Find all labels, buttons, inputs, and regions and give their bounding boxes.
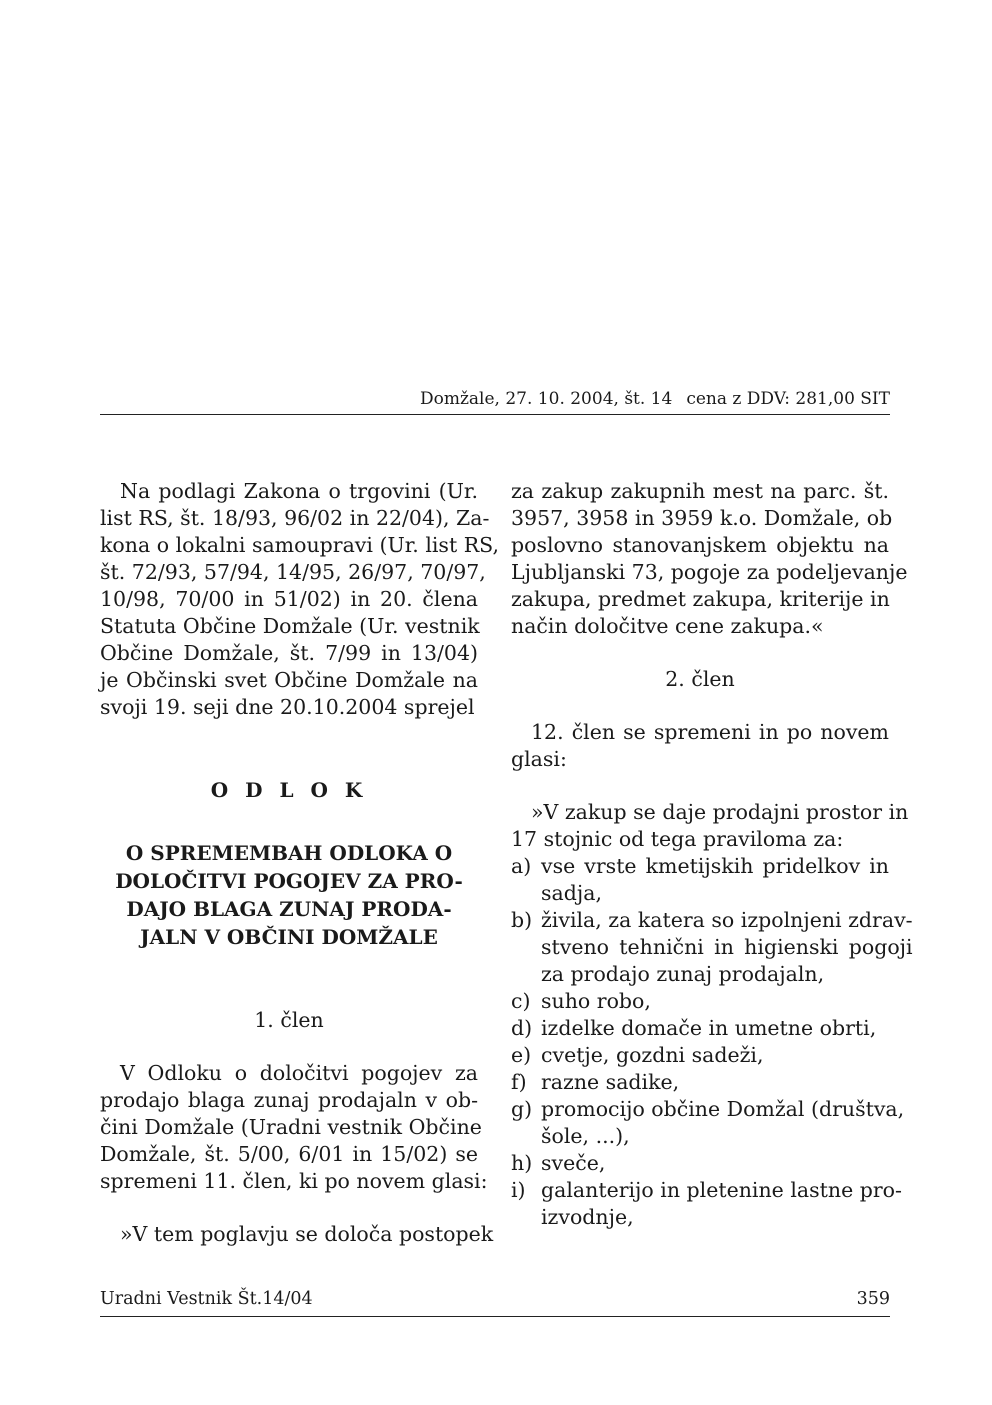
quote-line: 3957, 3958 in 3959 k.o. Domžale, ob xyxy=(511,506,893,530)
quote-line: zakupa, predmet zakupa, kriterije in xyxy=(511,587,890,611)
intro-line: Občine Domžale, št. 7/99 in 13/04) xyxy=(100,641,478,665)
intro-line: 10/98, 70/00 in 51/02) in 20. člena xyxy=(100,587,478,611)
list-item-line: živila, za katera so izpolnjeni zdrav- xyxy=(541,908,913,932)
article-2-line: 12. člen se spremeni in po novem xyxy=(531,720,889,744)
subtitle-line: JALN V OBČINI DOMŽALE xyxy=(140,925,438,949)
intro-line: je Občinski svet Občine Domžale na xyxy=(100,668,478,692)
list-item-line: za prodajo zunaj prodajaln, xyxy=(541,962,825,986)
article-1-line: spremeni 11. člen, ki po novem glasi: xyxy=(100,1169,488,1193)
list-item-line: promocijo občine Domžal (društva, xyxy=(541,1097,905,1121)
list-item-line: izdelke domače in umetne obrti, xyxy=(541,1016,877,1040)
intro-paragraph xyxy=(100,478,499,721)
footer-rule xyxy=(100,1316,890,1317)
intro-line: Statuta Občine Domžale (Ur. vestnik xyxy=(100,614,480,638)
list-item-line: vse vrste kmetijskih pridelkov in xyxy=(541,854,889,878)
list-marker: b) xyxy=(511,908,533,932)
list-item-line: stveno tehnični in higienski pogoji xyxy=(541,935,913,959)
intro-line: svoji 19. seji dne 20.10.2004 sprejel xyxy=(100,695,475,719)
quote-2-paragraph xyxy=(511,799,909,853)
quote-continuation xyxy=(511,478,908,640)
subtitle-line: DOLOČITVI POGOJEV ZA PRO- xyxy=(115,869,463,893)
list-item xyxy=(511,1042,889,1069)
article-1-line: Domžale, št. 5/00, 6/01 in 15/02) se xyxy=(100,1142,478,1166)
page-header xyxy=(100,389,890,409)
list-item xyxy=(511,1069,889,1096)
list-item-line: cvetje, gozdni sadeži, xyxy=(541,1043,764,1067)
article-2-paragraph xyxy=(511,719,889,773)
article-2-heading: 2. člen xyxy=(665,667,735,691)
list-item-line: sveče, xyxy=(541,1151,606,1175)
quote-start-line: »V tem poglavju se določa postopek xyxy=(120,1222,494,1246)
item-list xyxy=(511,853,913,1231)
intro-line: Na podlagi Zakona o trgovini (Ur. xyxy=(120,479,478,503)
quote-2-line: »V zakup se daje prodajni prostor in xyxy=(531,800,909,824)
header-place-date-issue: Domžale, 27. 10. 2004, št. 14 xyxy=(419,389,673,409)
list-marker: i) xyxy=(511,1178,526,1202)
list-item-line: šole, ...), xyxy=(541,1124,630,1148)
article-1-line: prodajo blaga zunaj prodajaln v ob- xyxy=(100,1088,478,1112)
list-item xyxy=(511,1177,902,1231)
intro-line: list RS, št. 18/93, 96/02 in 22/04), Za- xyxy=(100,506,490,530)
article-1-line: V Odloku o določitvi pogojev za xyxy=(120,1061,478,1085)
page-number: 359 xyxy=(856,1289,890,1309)
header-price: cena z DDV: 281,00 SIT xyxy=(686,389,890,409)
intro-line: kona o lokalni samoupravi (Ur. list RS, xyxy=(100,533,499,557)
list-item-line: izvodnje, xyxy=(541,1205,634,1229)
article-1-line: čini Domžale (Uradni vestnik Občine xyxy=(100,1115,482,1139)
list-marker: h) xyxy=(511,1151,533,1175)
list-item-line: razne sadike, xyxy=(541,1070,680,1094)
intro-line: št. 72/93, 57/94, 14/95, 26/97, 70/97, xyxy=(100,560,486,584)
article-2-line: glasi: xyxy=(511,747,567,771)
document-title: O D L O K xyxy=(210,778,368,802)
subtitle-line: O SPREMEMBAH ODLOKA O xyxy=(125,841,453,865)
list-marker: e) xyxy=(511,1043,532,1067)
list-item-line: sadja, xyxy=(541,881,602,905)
quote-line: način določitve cene zakupa.« xyxy=(511,614,824,638)
document-subtitle xyxy=(100,839,478,951)
quote-2-line: 17 stojnic od tega praviloma za: xyxy=(511,827,844,851)
list-item xyxy=(511,1150,889,1177)
list-marker: a) xyxy=(511,854,532,878)
footer-publication: Uradni Vestnik Št.14/04 xyxy=(100,1289,313,1309)
list-item-line: suho robo, xyxy=(541,989,651,1013)
header-rule xyxy=(100,414,890,415)
article-1-paragraph xyxy=(100,1060,488,1195)
subtitle-line: DAJO BLAGA ZUNAJ PRODA- xyxy=(126,897,452,921)
list-item xyxy=(511,853,889,907)
list-item xyxy=(511,907,913,988)
left-column xyxy=(100,478,499,1248)
quote-line: za zakup zakupnih mest na parc. št. xyxy=(511,479,889,503)
list-marker: c) xyxy=(511,989,531,1013)
list-item xyxy=(511,988,889,1015)
list-marker: g) xyxy=(511,1097,533,1121)
list-item xyxy=(511,1096,905,1150)
list-marker: d) xyxy=(511,1016,533,1040)
article-1-heading: 1. člen xyxy=(254,1008,324,1032)
quote-line: Ljubljanski 73, pogoje za podeljevanje xyxy=(511,560,908,584)
right-column xyxy=(511,478,913,1231)
list-marker: f) xyxy=(511,1070,527,1094)
quote-line: poslovno stanovanjskem objektu na xyxy=(511,533,889,557)
list-item-line: galanterijo in pletenine lastne pro- xyxy=(541,1178,902,1202)
list-item xyxy=(511,1015,889,1042)
